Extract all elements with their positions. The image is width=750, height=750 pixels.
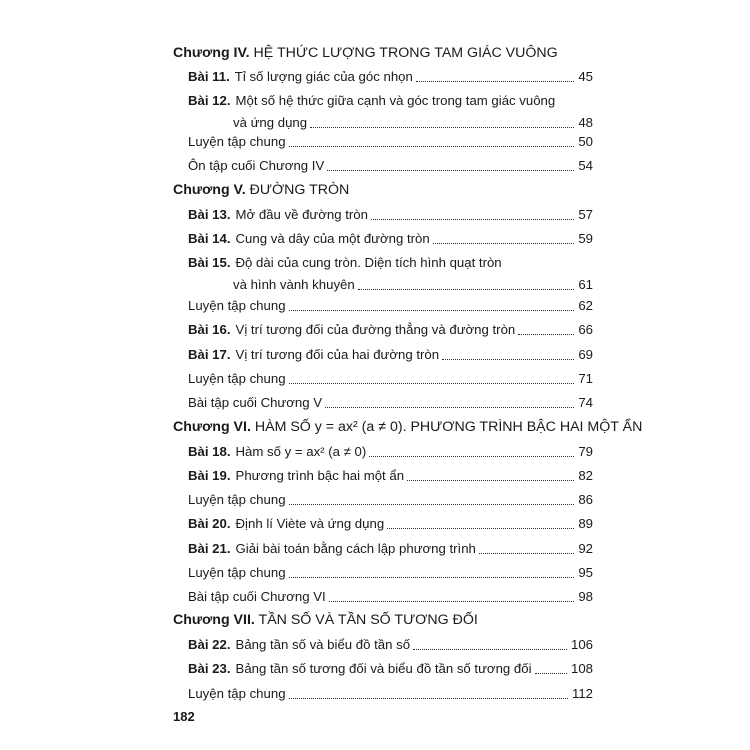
toc-entry (188, 133, 593, 151)
entry-title: Hàm số y = ax² (a ≠ 0) (235, 444, 367, 459)
dot-leader (289, 146, 575, 147)
toc-entry (188, 443, 593, 461)
page-ref: 92 (578, 541, 593, 556)
toc-entry-second-line (188, 276, 593, 294)
page-ref: 74 (578, 395, 593, 410)
chapter-heading (173, 611, 478, 629)
toc-entry-line (188, 467, 593, 485)
lesson-label: Bài 21. (188, 541, 231, 556)
toc-entry (188, 230, 593, 248)
page-ref: 86 (578, 492, 593, 507)
entry-title: Luyện tập chung (188, 492, 286, 507)
lesson-label: Bài 15. (188, 255, 231, 270)
toc-entry-line (188, 230, 593, 248)
toc-entry (188, 297, 593, 315)
dot-leader (289, 504, 575, 505)
chapter-title: HÀM SỐ y = ax² (a ≠ 0). PHƯƠNG TRÌNH BẬC HAI MỘT ẨN (254, 419, 643, 435)
toc-entry (188, 636, 593, 654)
entry-title: Ôn tập cuối Chương IV (188, 158, 325, 173)
page-ref: 50 (578, 134, 593, 149)
entry-title: Bảng tần số và biểu đồ tần số (235, 637, 411, 652)
toc-entry (188, 588, 593, 606)
page-ref: 79 (578, 444, 593, 459)
page-ref: 48 (578, 115, 593, 130)
dot-leader (387, 528, 574, 529)
entry-title: Định lí Viète và ứng dụng (235, 516, 385, 531)
dot-leader (535, 673, 567, 674)
toc-entry-line (188, 515, 593, 533)
toc-entry-line (188, 297, 593, 315)
dot-leader (371, 219, 574, 220)
toc-entry (188, 68, 593, 86)
entry-title: Vị trí tương đối của đường thẳng và đường tròn (235, 322, 516, 337)
lesson-label: Bài 13. (188, 207, 231, 222)
dot-leader (433, 243, 575, 244)
lesson-label: Bài 23. (188, 661, 231, 676)
lesson-label: Bài 18. (188, 444, 231, 459)
entry-title: Bảng tần số tương đối và biểu đồ tần số tương đối (235, 661, 532, 676)
toc-entry-line (188, 636, 593, 654)
dot-leader (289, 577, 575, 578)
page-ref: 66 (578, 322, 593, 337)
lesson-label: Bài 14. (188, 231, 231, 246)
toc-entry (188, 254, 593, 294)
page-ref: 54 (578, 158, 593, 173)
toc-entry-line (188, 394, 593, 412)
page-ref: 112 (571, 686, 593, 701)
toc-entry (188, 660, 593, 678)
entry-title: Luyện tập chung (188, 134, 286, 149)
toc-entry-line (188, 206, 593, 224)
entry-title: Một số hệ thức giữa cạnh và góc trong tam giác vuông (235, 93, 556, 108)
toc-entry-line (188, 157, 593, 175)
toc-entry (188, 92, 593, 132)
toc-entry (188, 346, 593, 364)
entry-title: Luyện tập chung (188, 298, 286, 313)
chapter-heading (173, 181, 349, 199)
entry-title-continued: và ứng dụng (233, 115, 308, 130)
dot-leader (327, 170, 574, 171)
toc-entry-line (188, 491, 593, 509)
page-ref: 89 (578, 516, 593, 531)
toc-entry-line (188, 540, 593, 558)
toc-entry-line (188, 370, 593, 388)
dot-leader (413, 649, 567, 650)
lesson-label: Bài 11. (188, 69, 230, 84)
page-ref: 108 (570, 661, 593, 676)
dot-leader (518, 334, 574, 335)
toc-entry (188, 157, 593, 175)
lesson-label: Bài 12. (188, 93, 231, 108)
lesson-label: Bài 20. (188, 516, 231, 531)
page-ref: 98 (578, 589, 593, 604)
entry-title-continued: và hình vành khuyên (233, 277, 355, 292)
lesson-label: Bài 16. (188, 322, 231, 337)
chapter-label: Chương IV. (173, 45, 250, 61)
dot-leader (479, 553, 574, 554)
dot-leader (289, 698, 568, 699)
toc-entry (188, 491, 593, 509)
toc-entry (188, 370, 593, 388)
toc-entry-first-line (188, 92, 593, 110)
entry-title: Tỉ số lượng giác của góc nhọn (234, 69, 413, 84)
dot-leader (325, 407, 574, 408)
toc-entry-line (188, 564, 593, 582)
chapter-label: Chương VII. (173, 612, 255, 628)
toc-entry-line (188, 443, 593, 461)
page-ref: 57 (578, 207, 593, 222)
toc-entry-first-line (188, 254, 593, 272)
chapter-label: Chương VI. (173, 419, 251, 435)
entry-title: Giải bài toán bằng cách lập phương trình (235, 541, 476, 556)
page-ref: 62 (578, 298, 593, 313)
dot-leader (416, 81, 575, 82)
toc-entry-line (188, 685, 593, 703)
chapter-heading (173, 418, 642, 436)
chapter-label: Chương V. (173, 182, 246, 198)
toc-entry-line (188, 660, 593, 678)
toc-entry (188, 564, 593, 582)
toc-entry (188, 206, 593, 224)
toc-entry (188, 540, 593, 558)
lesson-label: Bài 17. (188, 347, 231, 362)
page-ref: 59 (578, 231, 593, 246)
page-ref: 95 (578, 565, 593, 580)
toc-entry (188, 321, 593, 339)
toc-entry-second-line (188, 114, 593, 132)
chapter-title: ĐƯỜNG TRÒN (249, 182, 350, 198)
chapter-title: TẦN SỐ VÀ TẦN SỐ TƯƠNG ĐỐI (258, 612, 478, 628)
entry-title: Bài tập cuối Chương VI (188, 589, 326, 604)
dot-leader (369, 456, 574, 457)
dot-leader (407, 480, 574, 481)
toc-entry (188, 515, 593, 533)
entry-title: Luyện tập chung (188, 686, 286, 701)
page-ref: 71 (578, 371, 593, 386)
entry-title: Cung và dây của một đường tròn (235, 231, 430, 246)
lesson-label: Bài 19. (188, 468, 231, 483)
page-number: 182 (173, 709, 195, 724)
dot-leader (358, 289, 575, 290)
dot-leader (289, 310, 575, 311)
dot-leader (289, 383, 575, 384)
entry-title: Mở đầu về đường tròn (235, 207, 368, 222)
dot-leader (442, 359, 574, 360)
entry-title: Vị trí tương đối của hai đường tròn (235, 347, 440, 362)
toc-entry (188, 467, 593, 485)
toc-entry (188, 394, 593, 412)
dot-leader (310, 127, 574, 128)
page-ref: 45 (578, 69, 593, 84)
page-ref: 106 (570, 637, 593, 652)
entry-title: Luyện tập chung (188, 371, 286, 386)
lesson-label: Bài 22. (188, 637, 231, 652)
page-ref: 69 (578, 347, 593, 362)
toc-entry-line (188, 346, 593, 364)
chapter-title: HỆ THỨC LƯỢNG TRONG TAM GIÁC VUÔNG (253, 45, 558, 61)
page-ref: 82 (578, 468, 593, 483)
chapter-heading (173, 44, 558, 62)
toc-entry-line (188, 133, 593, 151)
entry-title: Luyện tập chung (188, 565, 286, 580)
toc-entry-line (188, 321, 593, 339)
entry-title: Độ dài của cung tròn. Diện tích hình quạt tròn (235, 255, 502, 270)
dot-leader (329, 601, 575, 602)
toc-entry (188, 685, 593, 703)
toc-entry-line (188, 68, 593, 86)
entry-title: Bài tập cuối Chương V (188, 395, 323, 410)
toc-entry-line (188, 588, 593, 606)
page-ref: 61 (578, 277, 593, 292)
entry-title: Phương trình bậc hai một ẩn (235, 468, 405, 483)
